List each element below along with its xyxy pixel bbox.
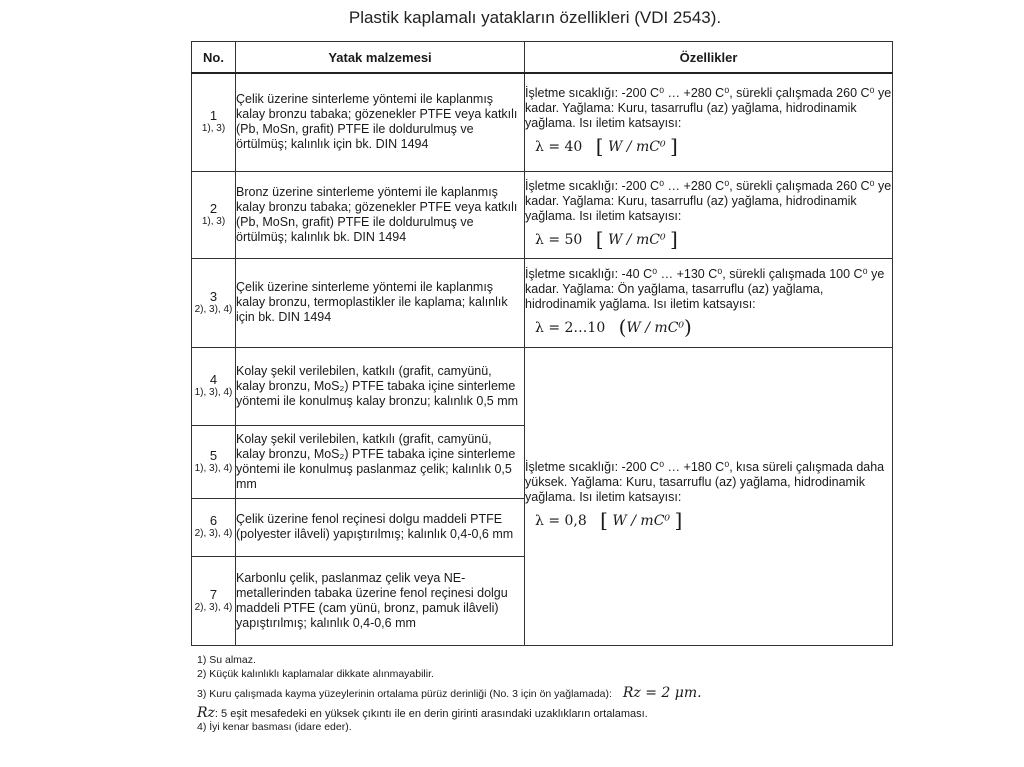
- header-no: No.: [192, 42, 236, 74]
- row-number-cell: [192, 73, 236, 171]
- material-cell: Kolay şekil verilebilen, katkılı (grafit, camyünü, kalay bronzu, MoS₂) PTFE tabaka içine sinterleme yöntemi ile konulmuş paslanmaz çelik; kalınlık 0,5 mm: [236, 425, 525, 498]
- table-row: [192, 347, 893, 425]
- properties-text: İşletme sıcaklığı: -200 C⁰ … +280 C⁰, sürekli çalışmada 260 C⁰ ye kadar. Yağlama: Kuru, tasarruflu (az) yağlama, hidrodinamik yağlama. Isı iletim katsayısı:: [525, 178, 892, 223]
- material-cell: Çelik üzerine sinterleme yöntemi ile kaplanmış kalay bronzu, termoplastikler ile kaplama; kalınlık için bk. DIN 1494: [236, 258, 525, 347]
- conductivity-formula: λ = 2…10 (W / mC⁰): [535, 314, 692, 339]
- page-title: Plastik kaplamalı yatakların özellikleri (VDI 2543).: [348, 8, 722, 27]
- row-footnote-refs: 2), 3), 4): [194, 528, 233, 539]
- bearing-properties-table: [191, 41, 893, 646]
- row-number: 2: [209, 200, 218, 216]
- row-number-cell: [192, 258, 236, 347]
- lambda-value: λ = 50: [535, 231, 583, 248]
- row-footnote-refs: 1), 3): [201, 215, 226, 227]
- row-footnote-refs: 1), 3), 4): [194, 462, 233, 474]
- rz-definition: [197, 706, 897, 720]
- row-number: 3: [209, 288, 218, 304]
- footnotes: [197, 653, 897, 734]
- rz-symbol: Rz: [197, 705, 215, 721]
- footnote-1: 1) Su almaz.: [197, 654, 256, 666]
- lambda-unit: W / mC⁰: [612, 513, 671, 529]
- row-number-cell: [192, 425, 236, 498]
- lambda-unit: W / mC⁰: [607, 139, 666, 156]
- lambda-value: λ = 40: [535, 139, 583, 156]
- conductivity-formula: λ = 40 [ W / mC⁰ ]: [535, 134, 678, 159]
- material-cell: Karbonlu çelik, paslanmaz çelik veya NE-metallerinden tabaka üzerine fenol reçinesi dolgu maddeli PTFE (cam yünü, bronz, pamuk ilâveli) yapıştırılmış; kalınlık 0,4-0,6 mm: [236, 556, 525, 645]
- table-row: [192, 171, 893, 258]
- properties-text: İşletme sıcaklığı: -40 C⁰ … +130 C⁰, sürekli çalışmada 100 C⁰ ye kadar. Yağlama: Ön yağlama, tasarruflu (az) yağlama, hidrodinamik yağlama. Isı iletim katsayısı:: [525, 266, 885, 311]
- table-header-row: [192, 42, 893, 74]
- conductivity-formula: λ = 0,8 [ W / mC⁰ ]: [535, 508, 683, 532]
- row-number-cell: [192, 171, 236, 258]
- merged-properties-cell: [525, 347, 893, 645]
- material-cell: Kolay şekil verilebilen, katkılı (grafit, camyünü, kalay bronzu, MoS₂) PTFE tabaka içine sinterleme yöntemi ile konulmuş kalay bronzu; kalınlık 0,5 mm: [236, 347, 525, 425]
- row-number: 1: [209, 108, 218, 124]
- lambda-value: λ = 2…10: [535, 319, 606, 336]
- properties-cell: [525, 258, 893, 347]
- table-row: [192, 73, 893, 171]
- header-properties: Özellikler: [525, 42, 893, 74]
- properties-text: İşletme sıcaklığı: -200 C⁰ … +180 C⁰, kısa süreli çalışmada daha yüksek. Yağlama: Kuru, tasarruflu (az) yağlama, hidrodinamik yağlama. Isı iletim katsayısı:: [525, 460, 885, 504]
- row-number-cell: [192, 347, 236, 425]
- lambda-unit: W / mC⁰: [607, 231, 666, 248]
- row-footnote-refs: 2), 3), 4): [194, 303, 233, 315]
- properties-cell: [525, 73, 893, 171]
- row-number-cell: [192, 556, 236, 645]
- row-number-cell: [192, 498, 236, 556]
- row-number: 4: [209, 372, 218, 387]
- rz-definition-text: : 5 eşit mesafedeki en yüksek çıkıntı ile en derin girinti arasındaki uzaklıkların ortalaması.: [214, 708, 648, 720]
- row-footnote-refs: 1), 3), 4): [194, 387, 233, 398]
- row-footnote-refs: 1), 3): [201, 123, 226, 135]
- row-footnote-refs: 2), 3), 4): [194, 601, 233, 613]
- material-cell: Çelik üzerine fenol reçinesi dolgu maddeli PTFE (polyester ilâveli) yapıştırılmış; kalınlık 0,4-0,6 mm: [236, 498, 525, 556]
- material-cell: Çelik üzerine sinterleme yöntemi ile kaplanmış kalay bronzu tabaka; gözenekler PTFE veya katkılı (Pb, MoSn, grafit) PTFE ile doldurulmuş ve örtülmüş; kalınlık için bk. DIN 1494: [236, 73, 525, 171]
- row-number: 6: [209, 513, 218, 528]
- roughness-formula: Rz = 2 μm.: [622, 685, 702, 701]
- row-number: 7: [209, 586, 218, 602]
- table-row: [192, 258, 893, 347]
- footnote-4: 4) İyi kenar basması (idare eder).: [197, 721, 352, 733]
- conductivity-formula: λ = 50 [ W / mC⁰ ]: [535, 226, 678, 251]
- lambda-unit: W / mC⁰: [626, 319, 685, 336]
- header-material: Yatak malzemesi: [236, 42, 525, 74]
- footnote-2: 2) Küçük kalınlıklı kaplamalar dikkate alınmayabilir.: [197, 668, 434, 680]
- lambda-value: λ = 0,8: [535, 513, 587, 529]
- properties-text: İşletme sıcaklığı: -200 C⁰ … +280 C⁰, sürekli çalışmada 260 C⁰ ye kadar. Yağlama: Kuru, tasarruflu (az) yağlama, hidrodinamik yağlama. Isı iletim katsayısı:: [525, 86, 892, 131]
- footnote-3: [197, 686, 897, 700]
- row-number: 5: [209, 447, 218, 463]
- properties-cell: [525, 171, 893, 258]
- material-cell: Bronz üzerine sinterleme yöntemi ile kaplanmış kalay bronzu tabaka; gözenekler PTFE veya katkılı (Pb, MoSn, grafit) PTFE ile doldurulmuş ve örtülmüş; kalınlık bk. DIN 1494: [236, 171, 525, 258]
- footnote-3-text: 3) Kuru çalışmada kayma yüzeylerinin ortalama pürüz derinliği (No. 3 için ön yağlamada):: [197, 688, 612, 700]
